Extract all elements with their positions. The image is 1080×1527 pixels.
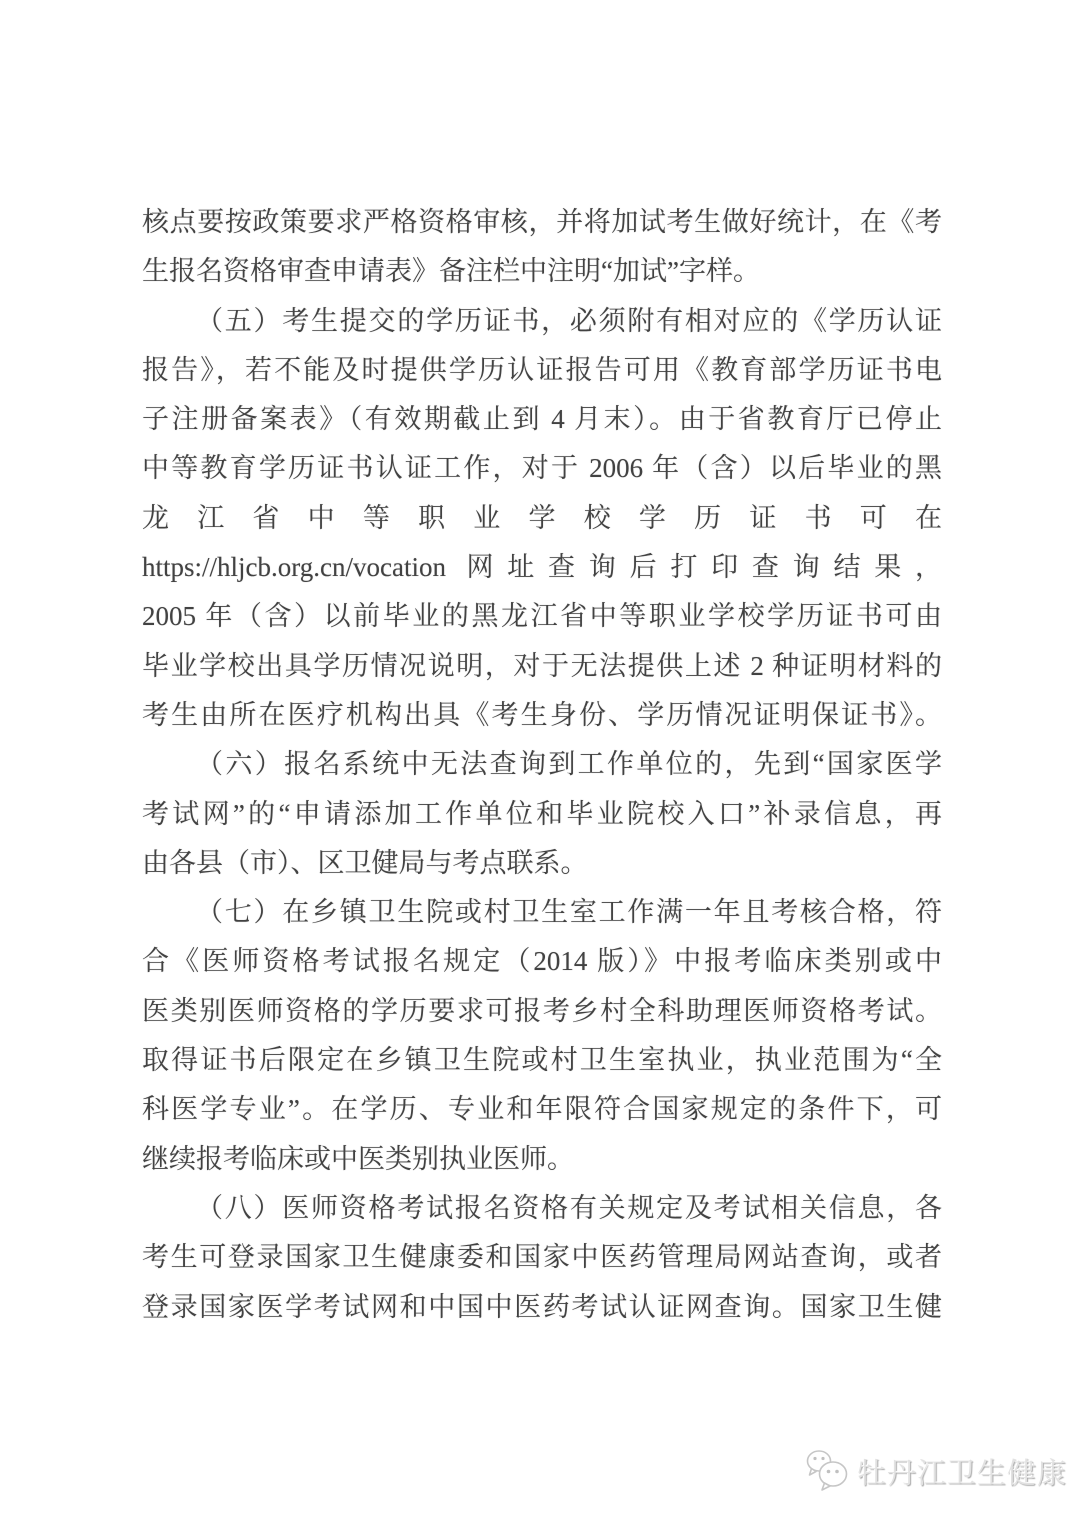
text-line: 考生可登录国家卫生健康委和国家中医药管理局网站查询，或者 — [142, 1242, 942, 1273]
article-text-block — [142, 198, 942, 1332]
text-line: （七）在乡镇卫生院或村卫生室工作满一年且考核合格，符 — [196, 897, 942, 928]
text-line: 取得证书后限定在乡镇卫生院或村卫生室执业，执业范围为“全 — [142, 1045, 942, 1076]
wechat-logo-icon — [804, 1448, 850, 1494]
text-line: 龙江省中等职业学校学历证书可在 — [142, 502, 942, 533]
watermark-label: 牡丹江卫生健康 — [857, 1457, 1068, 1490]
text-line: （八）医师资格考试报名资格有关规定及考试相关信息，各 — [196, 1192, 942, 1223]
text-line: 考生由所在医疗机构出具《考生身份、学历情况证明保证书》。 — [142, 699, 942, 730]
text-line: 登录国家医学考试网和中国中医药考试认证网查询。国家卫生健 — [142, 1291, 942, 1322]
text-line: 医类别医师资格的学历要求可报考乡村全科助理医师资格考试。 — [142, 995, 942, 1026]
text-line: 毕业学校出具学历情况说明，对于无法提供上述 2 种证明材料的 — [142, 650, 942, 681]
text-line: 考试网”的“申请添加工作单位和毕业院校入口”补录信息，再 — [142, 798, 942, 829]
text-line: （六）报名系统中无法查询到工作单位的，先到“国家医学 — [196, 749, 942, 780]
text-line: 生报名资格审查申请表》备注栏中注明“加试”字样。 — [142, 256, 760, 287]
text-line: 科医学专业”。在学历、专业和年限符合国家规定的条件下，可 — [142, 1094, 942, 1125]
text-line: 中等教育学历证书认证工作，对于 2006 年（含）以后毕业的黑 — [142, 453, 942, 484]
account-watermark — [804, 1448, 1067, 1494]
text-line: 合《医师资格考试报名规定（2014 版）》中报考临床类别或中 — [142, 946, 942, 977]
text-line: 核点要按政策要求严格资格审核，并将加试考生做好统计，在《考 — [142, 207, 942, 237]
text-line: 子注册备案表》（有效期截止到 4 月末）。由于省教育厅已停止 — [142, 404, 942, 435]
text-line: 继续报考临床或中医类别执业医师。 — [142, 1143, 574, 1174]
text-line: https://hljcb.org.cn/vocation 网址查询后打印查询结果， — [142, 552, 942, 583]
text-line: 由各县（市）、区卫健局与考点联系。 — [142, 847, 588, 878]
text-line: 报告》，若不能及时提供学历认证报告可用《教育部学历证书电 — [142, 354, 942, 385]
text-line: （五）考生提交的学历证书，必须附有相对应的《学历认证 — [196, 305, 942, 336]
text-line: 2005 年（含）以前毕业的黑龙江省中等职业学校学历证书可由 — [142, 601, 942, 632]
